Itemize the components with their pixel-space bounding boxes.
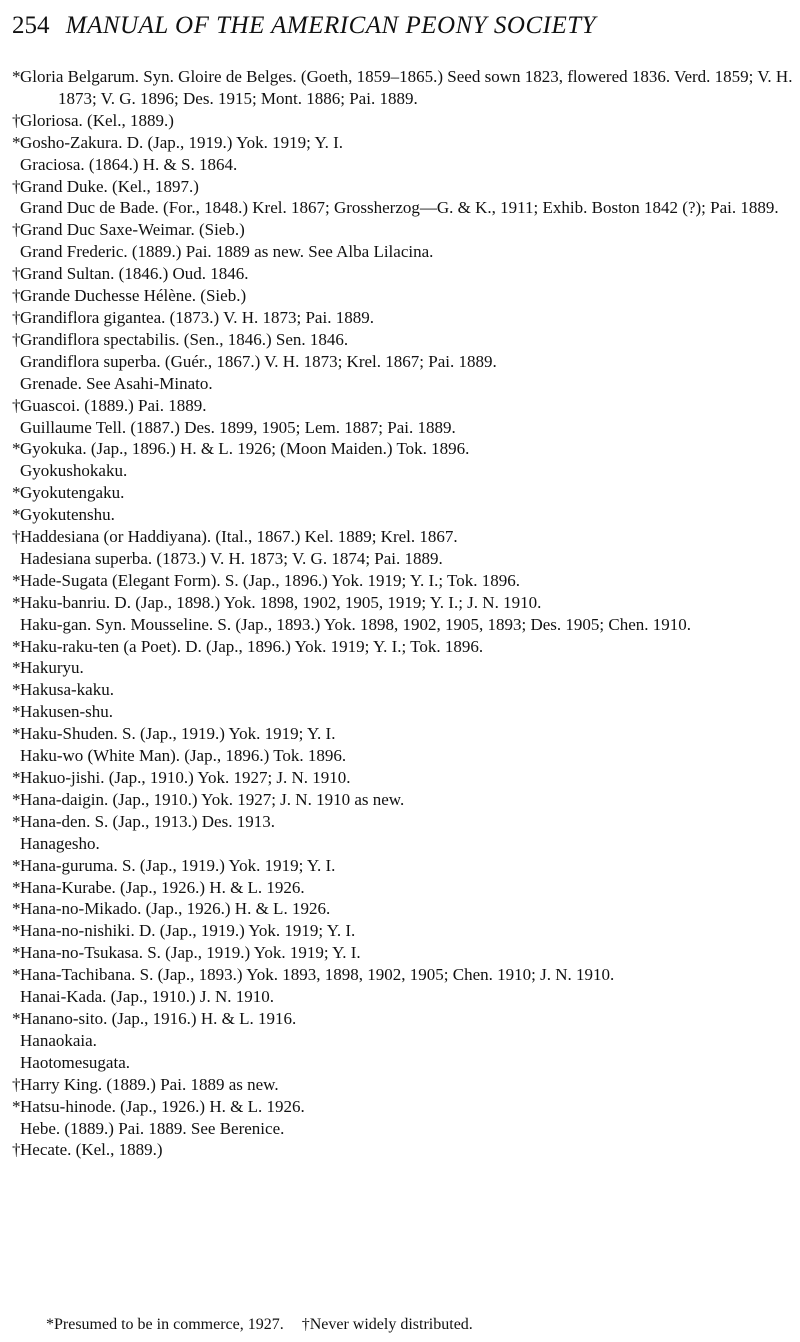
entry-text: Haku-gan. Syn. Mousseline. S. (Jap., 1893.) Yok. 1898, 1902, 1905, 1893; Des. 1905; Chen. 1910.: [20, 614, 692, 634]
peony-entry: [12, 745, 796, 767]
page-header: [12, 8, 792, 44]
entry-mark: *: [12, 67, 21, 86]
entry-text: Hade-Sugata (Elegant Form). S. (Jap., 1896.) Yok. 1919; Y. I.; Tok. 1896.: [20, 570, 520, 590]
entry-mark: †: [12, 220, 21, 240]
entry-text: Hakuryu.: [20, 658, 84, 678]
entry-text: Gyokutengaku.: [20, 483, 125, 503]
entry-text: Gyokuka. (Jap., 1896.) H. & L. 1926; (Moon Maiden.) Tok. 1896.: [20, 439, 470, 459]
entry-text: Hana-Tachibana. S. (Jap., 1893.) Yok. 1893, 1898, 1902, 1905; Chen. 1910; J. N. 1910.: [20, 965, 615, 985]
entry-mark: *: [12, 789, 21, 809]
peony-entry: [12, 855, 796, 877]
entry-text: Hana-no-nishiki. D. (Jap., 1919.) Yok. 1919; Y. I.: [20, 921, 356, 941]
entry-text: Gosho-Zakura. D. (Jap., 1919.) Yok. 1919; Y. I.: [20, 132, 343, 152]
entry-text: Grand Duc Saxe-Weimar. (Sieb.): [20, 220, 245, 240]
running-title: MANUAL OF THE AMERICAN PEONY SOCIETY: [65, 12, 597, 39]
entry-mark: *: [12, 724, 21, 744]
peony-entry: [12, 154, 796, 176]
footnote: [46, 1314, 786, 1336]
entry-text: Hanai-Kada. (Jap., 1910.) J. N. 1910.: [20, 987, 274, 1007]
entry-mark: †: [12, 329, 21, 349]
peony-entry: [12, 176, 796, 198]
peony-entry: [12, 1139, 796, 1161]
peony-entry: [12, 679, 796, 701]
peony-entry: [12, 548, 796, 570]
peony-entry: [12, 1096, 796, 1118]
entry-text: Hanano-sito. (Jap., 1916.) H. & L. 1916.: [20, 1008, 297, 1028]
entry-mark: *: [12, 680, 21, 700]
page-number: 254: [12, 12, 50, 39]
entry-text: Hanagesho.: [20, 833, 100, 853]
peony-entry: [12, 66, 796, 110]
entry-text: Grand Duc de Bade. (For., 1848.) Krel. 1867; Grossherzog—G. & K., 1911; Exhib. Boston 1842 (?); Pai. 1889.: [20, 198, 779, 218]
entry-text: Haddesiana (or Haddiyana). (Ital., 1867.) Kel. 1889; Krel. 1867.: [20, 527, 458, 547]
entry-text: Grenade. See Asahi-Minato.: [20, 373, 213, 393]
peony-entry: [12, 964, 796, 986]
peony-entry: [12, 898, 796, 920]
peony-entry: [12, 811, 796, 833]
peony-entry-list: [12, 66, 796, 1161]
entry-text: Hana-den. S. (Jap., 1913.) Des. 1913.: [20, 811, 275, 831]
peony-entry: [12, 1030, 796, 1052]
entry-text: Graciosa. (1864.) H. & S. 1864.: [20, 154, 238, 174]
entry-text: Hecate. (Kel., 1889.): [20, 1140, 163, 1160]
peony-entry: [12, 767, 796, 789]
entry-mark: *: [12, 636, 21, 656]
entry-mark: *: [12, 132, 21, 152]
entry-text: Hadesiana superba. (1873.) V. H. 1873; V. G. 1874; Pai. 1889.: [20, 548, 443, 568]
entry-text: Grand Sultan. (1846.) Oud. 1846.: [20, 264, 249, 284]
entry-text: Harry King. (1889.) Pai. 1889 as new.: [20, 1074, 279, 1094]
entry-mark: *: [12, 768, 21, 787]
peony-entry: [12, 373, 796, 395]
entry-text: Haku-raku-ten (a Poet). D. (Jap., 1896.) Yok. 1919; Y. I.; Tok. 1896.: [20, 636, 484, 656]
peony-entry: [12, 723, 796, 745]
peony-entry: [12, 460, 796, 482]
entry-mark: †: [12, 110, 21, 130]
entry-text: Hana-Kurabe. (Jap., 1926.) H. & L. 1926.: [20, 877, 305, 897]
entry-mark: *: [12, 505, 21, 525]
peony-entry: [12, 285, 796, 307]
entry-mark: *: [12, 592, 21, 612]
entry-mark: †: [12, 176, 21, 196]
entry-text: Haku-wo (White Man). (Jap., 1896.) Tok. 1896.: [20, 746, 347, 766]
peony-entry: [12, 877, 796, 899]
peony-entry: [12, 833, 796, 855]
entry-text: Haku-banriu. D. (Jap., 1898.) Yok. 1898, 1902, 1905, 1919; Y. I.; J. N. 1910.: [20, 592, 542, 612]
peony-entry: [12, 986, 796, 1008]
footnote-dagger-note: †Never widely distributed.: [301, 1316, 473, 1333]
entry-text: Hatsu-hinode. (Jap., 1926.) H. & L. 1926.: [20, 1096, 305, 1116]
entry-mark: †: [12, 527, 21, 547]
entry-mark: *: [12, 1096, 21, 1116]
peony-entry: [12, 789, 796, 811]
peony-entry: [12, 307, 796, 329]
entry-mark: †: [12, 1140, 21, 1160]
entry-text: Gyokushokaku.: [20, 461, 128, 481]
entry-text: Hanaokaia.: [20, 1030, 97, 1050]
entry-mark: *: [12, 877, 21, 897]
peony-entry: [12, 592, 796, 614]
entry-mark: *: [12, 658, 21, 678]
peony-entry: [12, 351, 796, 373]
entry-text: Haku-Shuden. S. (Jap., 1919.) Yok. 1919; Y. I.: [20, 724, 336, 744]
peony-entry: [12, 417, 796, 439]
entry-mark: †: [12, 307, 21, 327]
entry-text: Hakusen-shu.: [20, 702, 114, 722]
entry-text: Hakuo-jishi. (Jap., 1910.) Yok. 1927; J. N. 1910.: [20, 768, 351, 787]
entry-mark: *: [12, 570, 21, 590]
entry-text: Hana-daigin. (Jap., 1910.) Yok. 1927; J. N. 1910 as new.: [20, 789, 405, 809]
entry-mark: *: [12, 921, 21, 941]
peony-entry: [12, 1008, 796, 1030]
entry-mark: *: [12, 702, 21, 722]
peony-entry: [12, 526, 796, 548]
entry-text: Gloriosa. (Kel., 1889.): [20, 110, 174, 130]
footnote-asterisk-note: *Presumed to be in commerce, 1927.: [46, 1316, 284, 1333]
entry-mark: †: [12, 395, 21, 415]
entry-text: Guillaume Tell. (1887.) Des. 1899, 1905; Lem. 1887; Pai. 1889.: [20, 417, 456, 437]
peony-entry: [12, 942, 796, 964]
peony-entry: [12, 1052, 796, 1074]
entry-mark: *: [12, 965, 21, 985]
entry-text: Grandiflora spectabilis. (Sen., 1846.) Sen. 1846.: [20, 329, 349, 349]
entry-text: Grande Duchesse Hélène. (Sieb.): [20, 286, 247, 306]
entry-text: Hana-guruma. S. (Jap., 1919.) Yok. 1919; Y. I.: [20, 855, 336, 875]
peony-entry: [12, 614, 796, 636]
entry-text: Hana-no-Mikado. (Jap., 1926.) H. & L. 1926.: [20, 899, 331, 919]
entry-mark: *: [12, 855, 21, 875]
peony-entry: [12, 132, 796, 154]
entry-mark: †: [12, 264, 21, 284]
entry-text: Hakusa-kaku.: [20, 680, 114, 700]
entry-mark: *: [12, 1008, 21, 1028]
entry-text: Haotomesugata.: [20, 1052, 130, 1072]
peony-entry: [12, 110, 796, 132]
peony-entry: [12, 219, 796, 241]
peony-entry: [12, 482, 796, 504]
entry-mark: *: [12, 943, 21, 963]
entry-text: Gyokutenshu.: [20, 505, 115, 525]
peony-entry: [12, 1074, 796, 1096]
entry-text: Gloria Belgarum. Syn. Gloire de Belges. (Goeth, 1859–1865.) Seed sown 1823, flowered 1836. Verd. 1859; V. H. 1873; V. G. 1896; Des. 1915; Mont. 1886; Pai. 1889.: [20, 67, 793, 108]
entry-text: Grand Frederic. (1889.) Pai. 1889 as new. See Alba Lilacina.: [20, 242, 434, 262]
entry-mark: *: [12, 483, 21, 503]
entry-mark: †: [12, 1074, 21, 1094]
peony-entry: [12, 570, 796, 592]
entry-mark: *: [12, 811, 21, 831]
peony-entry: [12, 657, 796, 679]
entry-mark: *: [12, 899, 21, 919]
entry-text: Hana-no-Tsukasa. S. (Jap., 1919.) Yok. 1919; Y. I.: [20, 943, 361, 963]
peony-entry: [12, 241, 796, 263]
peony-entry: [12, 438, 796, 460]
peony-entry: [12, 263, 796, 285]
peony-entry: [12, 701, 796, 723]
peony-entry: [12, 920, 796, 942]
peony-entry: [12, 1118, 796, 1140]
entry-text: Grandiflora superba. (Guér., 1867.) V. H. 1873; Krel. 1867; Pai. 1889.: [20, 351, 497, 371]
peony-entry: [12, 329, 796, 351]
peony-entry: [12, 395, 796, 417]
entry-text: Hebe. (1889.) Pai. 1889. See Berenice.: [20, 1118, 285, 1138]
entry-mark: †: [12, 286, 21, 306]
entry-text: Grand Duke. (Kel., 1897.): [20, 176, 199, 196]
peony-entry: [12, 197, 796, 219]
entry-text: Grandiflora gigantea. (1873.) V. H. 1873; Pai. 1889.: [20, 307, 374, 327]
entry-mark: *: [12, 439, 21, 459]
peony-entry: [12, 636, 796, 658]
peony-entry: [12, 504, 796, 526]
entry-text: Guascoi. (1889.) Pai. 1889.: [20, 395, 207, 415]
